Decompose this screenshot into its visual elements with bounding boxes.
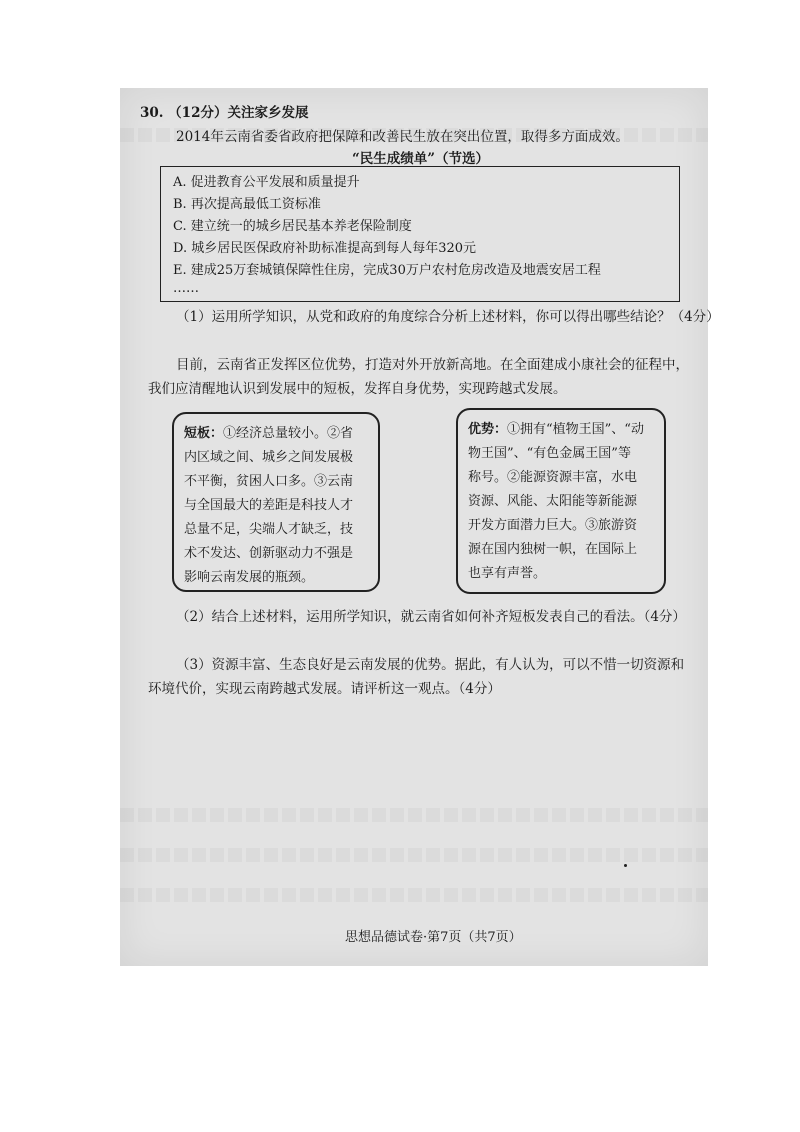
sub-question-3-line-2: 环境代价，实现云南跨越式发展。请评析这一观点。（4分） bbox=[148, 681, 501, 697]
achievement-list-box bbox=[160, 166, 680, 302]
strength-line: 源在国内独树一帜，在国际上 bbox=[468, 542, 638, 557]
question-title: 30. （12分）关注家乡发展 bbox=[140, 105, 309, 121]
sub-question-2: （2）结合上述材料，运用所学知识，就云南省如何补齐短板发表自己的看法。（4分） bbox=[176, 609, 686, 625]
list-item: A. 促进教育公平发展和质量提升 bbox=[173, 175, 360, 190]
strength-line: 资源、风能、太阳能等新能源 bbox=[468, 494, 638, 509]
strength-line: 开发方面潜力巨大。③旅游资 bbox=[468, 518, 638, 533]
list-item: E. 建成25万套城镇保障性住房，完成30万户农村危房改造及地震安居工程 bbox=[173, 263, 601, 278]
weakness-line: 影响云南发展的瓶颈。 bbox=[184, 570, 315, 585]
question-intro: 2014年云南省委省政府把保障和改善民生放在突出位置，取得多方面成效。 bbox=[176, 129, 629, 145]
weakness-label: 短板： bbox=[184, 426, 224, 441]
strength-line: 物王国”、“有色金属王国”等 bbox=[468, 446, 631, 461]
weakness-line: 不平衡，贫困人口多。③云南 bbox=[184, 474, 354, 489]
list-item: C. 建立统一的城乡居民基本养老保险制度 bbox=[173, 219, 412, 234]
weakness-line: 总量不足，尖端人才缺乏，技 bbox=[184, 522, 354, 537]
material-paragraph-line-2: 我们应清醒地认识到发展中的短板，发挥自身优势，实现跨越式发展。 bbox=[148, 381, 567, 397]
strength-line: 称号。②能源资源丰富，水电 bbox=[468, 470, 638, 485]
sub-question-3-line-1: （3）资源丰富、生态良好是云南发展的优势。据此，有人认为，可以不惜一切资源和 bbox=[176, 657, 685, 673]
list-item: …… bbox=[173, 281, 199, 296]
material-paragraph-line-1: 目前，云南省正发挥区位优势，打造对外开放新高地。在全面建成小康社会的征程中， bbox=[176, 357, 689, 373]
strength-label: 优势： bbox=[468, 422, 508, 437]
strength-line: 也享有声誉。 bbox=[468, 566, 547, 581]
list-box-title: “民生成绩单”（节选） bbox=[352, 151, 490, 167]
weakness-line: 术不发达、创新驱动力不强是 bbox=[184, 546, 354, 561]
weakness-box bbox=[172, 412, 380, 592]
stray-mark bbox=[624, 864, 627, 867]
strength-box bbox=[456, 408, 666, 594]
strength-line: 优势：①拥有“植物王国”、“动 bbox=[468, 422, 644, 437]
weakness-line: 与全国最大的差距是科技人才 bbox=[184, 498, 354, 513]
list-item: B. 再次提高最低工资标准 bbox=[173, 197, 321, 212]
page-footer: 思想品德试卷·第7页（共7页） bbox=[345, 930, 522, 945]
weakness-line: 短板：①经济总量较小。②省 bbox=[184, 426, 354, 441]
sub-question-1: （1）运用所学知识，从党和政府的角度综合分析上述材料，你可以得出哪些结论？（4分） bbox=[176, 309, 720, 325]
weakness-line: 内区域之间、城乡之间发展极 bbox=[184, 450, 354, 465]
list-item: D. 城乡居民医保政府补助标准提高到每人每年320元 bbox=[173, 241, 477, 256]
